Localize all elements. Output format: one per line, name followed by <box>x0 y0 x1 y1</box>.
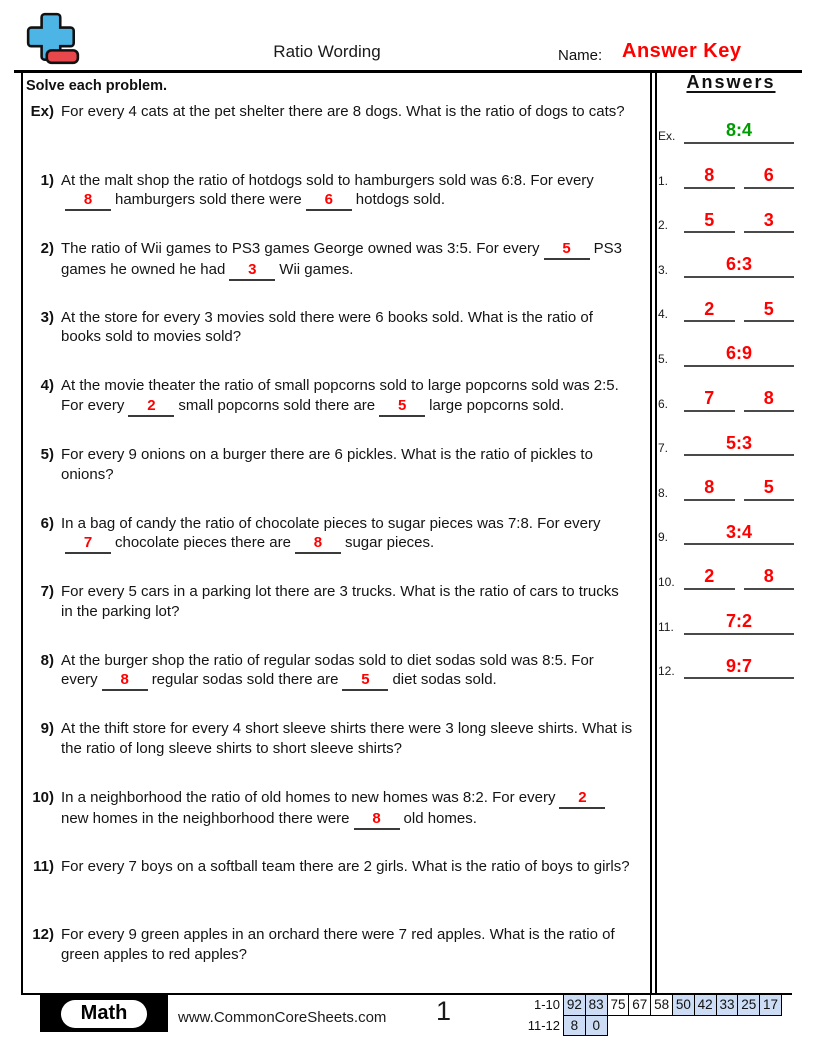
answer-line <box>684 299 735 323</box>
problem-number: 11) <box>33 857 54 875</box>
problem-text: In a bag of candy the ratio of chocolate pieces to sugar pieces was 7:8. For every7 chocolate pieces there are 8 sugar pieces. <box>61 514 634 555</box>
problem-text: For every 4 cats at the pet shelter there are 8 dogs. What is the ratio of dogs to cats? <box>61 103 625 120</box>
answer-slots <box>684 210 794 234</box>
answer-line <box>684 165 735 189</box>
problem-number: 10) <box>32 789 54 806</box>
answer-number: 7. <box>658 441 669 456</box>
answer-value: 5:3 <box>725 432 752 453</box>
page-number: 1 <box>436 996 452 1026</box>
filled-blank: 5 <box>379 398 425 417</box>
answer-number: 2. <box>658 218 669 233</box>
answer-value: 2 <box>704 566 715 587</box>
problem-number: 5) <box>40 446 54 463</box>
problem-text: For every 9 onions on a burger there are 6 pickles. What is the ratio of pickles to onions? <box>61 446 593 483</box>
problem-number: Ex) <box>30 103 54 120</box>
answer-value: 3 <box>763 209 774 230</box>
answer-number: 3. <box>658 262 669 277</box>
answer-row <box>658 112 794 144</box>
problem-number: 6) <box>40 514 54 532</box>
answer-number: 8. <box>658 485 669 500</box>
problem-row <box>22 445 634 484</box>
answer-value: 8 <box>763 387 774 408</box>
problem-number: 12) <box>32 926 54 944</box>
score-range-label: 1-10 <box>533 997 560 1013</box>
problem-row <box>22 514 634 555</box>
answer-value: 7:2 <box>725 610 752 631</box>
answer-value: 2 <box>704 298 715 319</box>
problem-number: 9) <box>40 720 54 738</box>
answer-row <box>658 469 794 501</box>
problem-text: For every 9 green apples in an orchard there were 7 red apples. What is the ratio of green apples to red apples? <box>61 926 615 963</box>
answer-line <box>684 343 794 367</box>
answer-row <box>658 246 794 278</box>
answer-value: 6:3 <box>725 254 752 275</box>
score-cell: 50 <box>672 994 695 1016</box>
score-cell: 67 <box>628 994 651 1016</box>
score-cell: 58 <box>650 994 673 1016</box>
score-row <box>520 994 782 1016</box>
answer-slots <box>684 611 794 635</box>
score-cell: 17 <box>759 994 782 1016</box>
answer-value: 9:7 <box>725 655 752 676</box>
problem-text: For every 7 boys on a softball team there are 2 girls. What is the ratio of boys to girls? <box>61 857 630 875</box>
problem-row <box>22 857 634 877</box>
answer-row <box>658 290 794 322</box>
answer-row <box>658 201 794 233</box>
answer-row <box>658 380 794 412</box>
filled-blank: 5 <box>544 241 590 260</box>
score-cell: 83 <box>585 994 608 1016</box>
answer-number: 1. <box>658 173 669 188</box>
answer-line <box>744 165 795 189</box>
answer-value: 5 <box>763 298 774 319</box>
answer-line <box>684 477 735 501</box>
answer-value: 8:4 <box>725 120 752 141</box>
answer-value: 7 <box>704 387 715 408</box>
score-table <box>520 994 782 1036</box>
score-cell: 33 <box>716 994 739 1016</box>
answer-line <box>684 254 794 278</box>
answer-number: 9. <box>658 530 669 545</box>
problem-row <box>22 171 634 212</box>
answer-line <box>684 120 794 144</box>
answer-line <box>684 388 735 412</box>
answer-line <box>684 566 735 590</box>
answer-number: 6. <box>658 396 669 411</box>
problem-row <box>22 582 634 621</box>
filled-blank: 5 <box>342 672 388 691</box>
answer-slots <box>684 477 794 501</box>
answer-slots <box>684 388 794 412</box>
answer-line <box>684 210 735 234</box>
problem-text: At the movie theater the ratio of small popcorns sold to large popcorns sold was 2:5. For every 2 small popcorns sold there are 5 large popcorns sold. <box>61 376 634 417</box>
answer-key-label: Answer Key <box>622 40 742 62</box>
answers-divider <box>650 70 657 993</box>
score-cell: 25 <box>737 994 760 1016</box>
answer-value: 8 <box>704 164 715 185</box>
answer-value: 5 <box>704 209 715 230</box>
score-cell: 75 <box>607 994 630 1016</box>
answers-heading: Answers <box>686 72 776 92</box>
problem-number: 8) <box>40 651 54 669</box>
score-range-label: 11-12 <box>527 1017 560 1033</box>
answer-value: 5 <box>763 477 774 498</box>
score-cell: 8 <box>563 1015 586 1037</box>
answer-number: 10. <box>658 575 675 589</box>
answer-line <box>684 611 794 635</box>
problem-row <box>22 376 634 417</box>
answer-slots <box>684 165 794 189</box>
problem-number: 4) <box>40 377 54 395</box>
problem-row <box>22 308 634 347</box>
score-cell: 0 <box>585 1015 608 1037</box>
answer-line <box>744 388 795 412</box>
problem-text: For every 5 cars in a parking lot there are 3 trucks. What is the ratio of cars to trucks in the parking lot? <box>61 583 619 620</box>
answer-value: 3:4 <box>725 521 752 542</box>
page-title: Ratio Wording <box>273 42 381 61</box>
filled-blank: 2 <box>128 398 174 417</box>
answer-number: 5. <box>658 352 669 366</box>
answer-line <box>684 433 794 457</box>
subject-label: Math <box>61 1000 148 1028</box>
answer-number: 12. <box>658 664 675 679</box>
answer-row <box>658 424 794 456</box>
answer-number: 4. <box>658 307 669 322</box>
answer-line <box>744 299 795 323</box>
answer-slots <box>684 254 794 278</box>
problem-number: 2) <box>40 240 54 258</box>
answer-number: 11. <box>658 619 674 634</box>
problem-text: The ratio of Wii games to PS3 games George owned was 3:5. For every 5 PS3 games he owned he had 3 Wii games. <box>61 239 634 281</box>
answer-row <box>658 647 794 679</box>
answer-slots <box>684 299 794 323</box>
filled-blank: 3 <box>229 262 275 281</box>
answer-number: Ex. <box>658 129 676 143</box>
answer-slots <box>684 433 794 457</box>
answer-value: 6 <box>763 164 774 185</box>
answer-slots <box>684 522 794 546</box>
website-url: www.CommonCoreSheets.com <box>178 1009 387 1026</box>
answer-slots <box>684 343 794 367</box>
answer-value: 8 <box>704 477 715 498</box>
answer-line <box>744 477 795 501</box>
problem-number: 7) <box>40 583 54 601</box>
problem-number: 3) <box>40 308 54 326</box>
subject-badge <box>40 995 168 1032</box>
problem-row <box>22 651 634 692</box>
answer-row <box>658 603 794 635</box>
name-label: Name: <box>558 47 603 64</box>
answer-slots <box>684 566 794 590</box>
problem-row <box>22 925 634 964</box>
filled-blank: 6 <box>306 192 352 211</box>
problem-text: At the malt shop the ratio of hotdogs sold to hamburgers sold was 6:8. For every8 hamburgers sold there were 6 hotdogs sold. <box>61 171 634 212</box>
answer-line <box>744 566 795 590</box>
filled-blank: 8 <box>295 535 341 554</box>
answer-row <box>658 513 794 545</box>
score-cell: 92 <box>563 994 586 1016</box>
answer-value: 6:9 <box>725 343 752 364</box>
instructions: Solve each problem. <box>26 78 168 94</box>
answer-value: 8 <box>763 566 774 587</box>
filled-blank: 8 <box>65 192 111 211</box>
filled-blank: 8 <box>102 672 148 691</box>
problem-text: At the burger shop the ratio of regular sodas sold to diet sodas sold was 8:5. For every 8 regular sodas sold there are 5 diet sodas sold. <box>61 651 634 692</box>
filled-blank: 7 <box>65 535 111 554</box>
problem-text: In a neighborhood the ratio of old homes to new homes was 8:2. For every 2new homes in the neighborhood there were 8 old homes. <box>61 788 634 830</box>
answer-line <box>744 210 795 234</box>
problem-number: 1) <box>40 171 54 189</box>
score-cell: 42 <box>694 994 717 1016</box>
answer-row <box>658 558 794 590</box>
answer-slots <box>684 120 794 144</box>
answer-row <box>658 335 794 367</box>
problem-text: At the store for every 3 movies sold there were 6 books sold. What is the ratio of books sold to movies sold? <box>61 308 593 346</box>
problem-row <box>22 719 634 758</box>
answer-row <box>658 157 794 189</box>
score-row <box>520 1015 782 1037</box>
problem-row <box>22 788 634 830</box>
problem-row <box>22 102 634 122</box>
filled-blank: 2 <box>559 790 605 809</box>
problem-row <box>22 239 634 281</box>
answer-line <box>684 656 794 680</box>
filled-blank: 8 <box>354 811 400 830</box>
answer-line <box>684 522 794 546</box>
problem-text: At the thift store for every 4 short sleeve shirts there were 3 long sleeve shirts. What is the ratio of long sleeve shirts to short sleeve shirts? <box>61 720 633 757</box>
answer-slots <box>684 656 794 680</box>
